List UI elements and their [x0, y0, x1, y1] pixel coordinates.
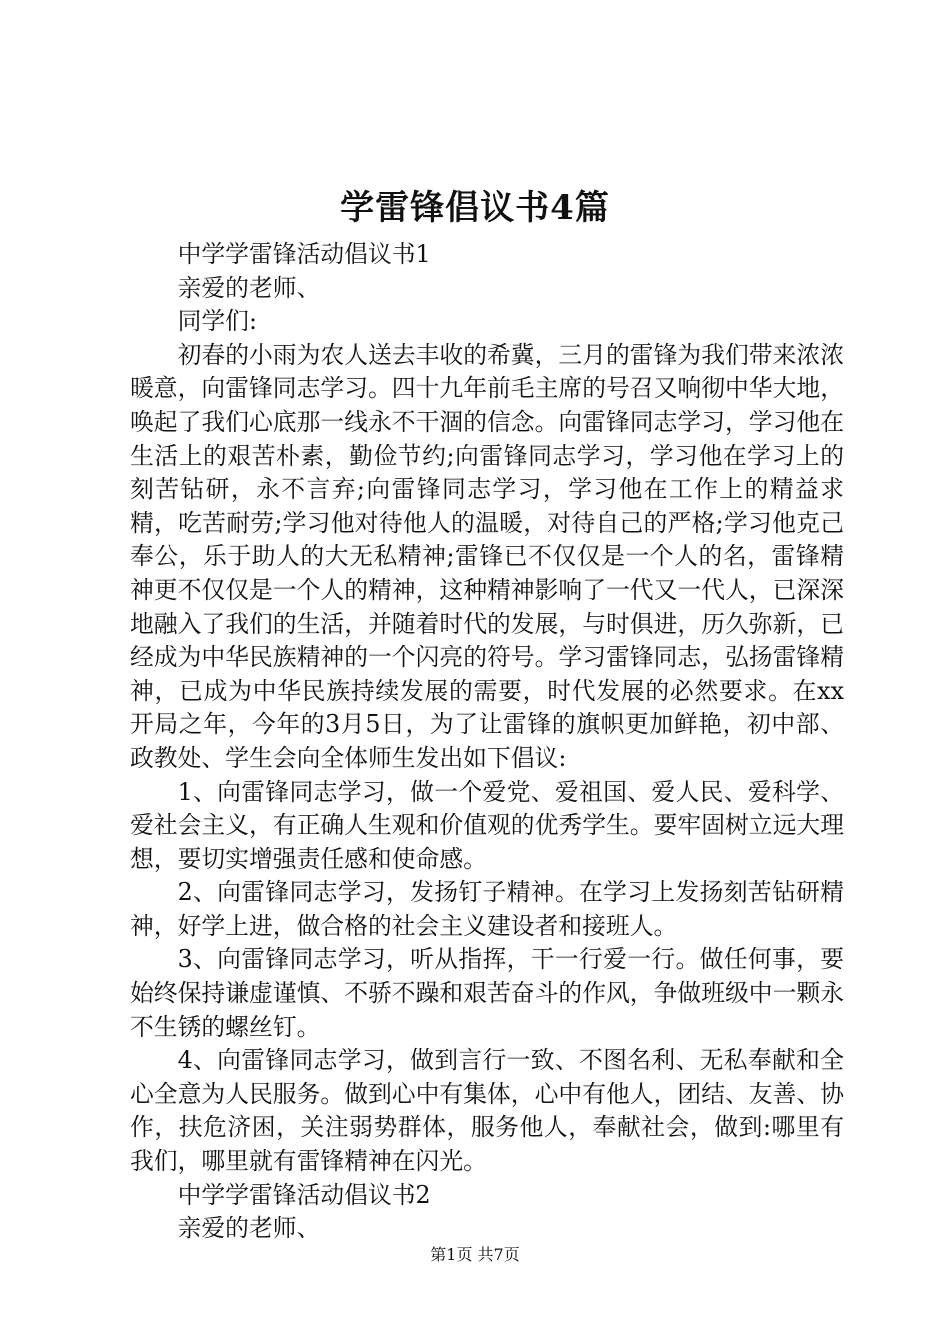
- salutation-line: 亲爱的老师、: [177, 1214, 321, 1243]
- proposal-item: 2、向雷锋同志学习，发扬钉子精神。在学习上发扬刻苦钻研精神，好学上进，做合格的社会主义建设者和接班人。: [130, 878, 844, 940]
- section-heading: 中学学雷锋活动倡议书2: [177, 1180, 431, 1209]
- body-paragraph: 初春的小雨为农人送去丰收的希冀，三月的雷锋为我们带来浓浓暖意，向雷锋同志学习。四十九年前毛主席的号召又响彻中华大地，唤起了我们心底那一线永不干涸的信念。向雷锋同志学习，学习他在生活上的艰苦朴素，勤俭节约;向雷锋同志学习，学习他在学习上的刻苦钻研，永不言弃;向雷锋同志学习，学习他在工作上的精益求精，吃苦耐劳;学习他对待他人的温暖，对待自己的严格;学习他克己奉公，乐于助人的大无私精神;雷锋已不仅仅是一个人的名，雷锋精神更不仅仅是一个人的精神，这种精神影响了一代又一代人，已深深地融入了我们的生活，并随着时代的发展，与时俱进，历久弥新，已经成为中华民族精神的一个闪亮的符号。学习雷锋同志，弘扬雷锋精神，已成为中华民族持续发展的需要，时代发展的必然要求。在xx开局之年，今年的3月5日，为了让雷锋的旗帜更加鲜艳，初中部、政教处、学生会向全体师生发出如下倡议:: [130, 340, 844, 772]
- proposal-item: 1、向雷锋同志学习，做一个爱党、爱祖国、爱人民、爱科学、爱社会主义，有正确人生观和价值观的优秀学生。要牢固树立远大理想，要切实增强责任感和使命感。: [130, 777, 844, 873]
- document-body: [130, 238, 844, 1246]
- proposal-item: 4、向雷锋同志学习，做到言行一致、不图名利、无私奉献和全心全意为人民服务。做到心中有集体，心中有他人，团结、友善、协作，扶危济困，关注弱势群体，服务他人，奉献社会，做到:哪里有我们，哪里就有雷锋精神在闪光。: [130, 1046, 844, 1176]
- salutation-line: 亲爱的老师、: [177, 273, 321, 302]
- page-number-footer: 第1页 共7页: [430, 1245, 520, 1264]
- salutation-line: 同学们:: [177, 307, 258, 336]
- proposal-item: 3、向雷锋同志学习，听从指挥，干一行爱一行。做任何事，要始终保持谦虚谨慎、不骄不躁和艰苦奋斗的作风，争做班级中一颗永不生锈的螺丝钉。: [130, 945, 844, 1041]
- section-heading: 中学学雷锋活动倡议书1: [177, 240, 431, 268]
- document-title: 学雷锋倡议书4篇: [340, 188, 610, 228]
